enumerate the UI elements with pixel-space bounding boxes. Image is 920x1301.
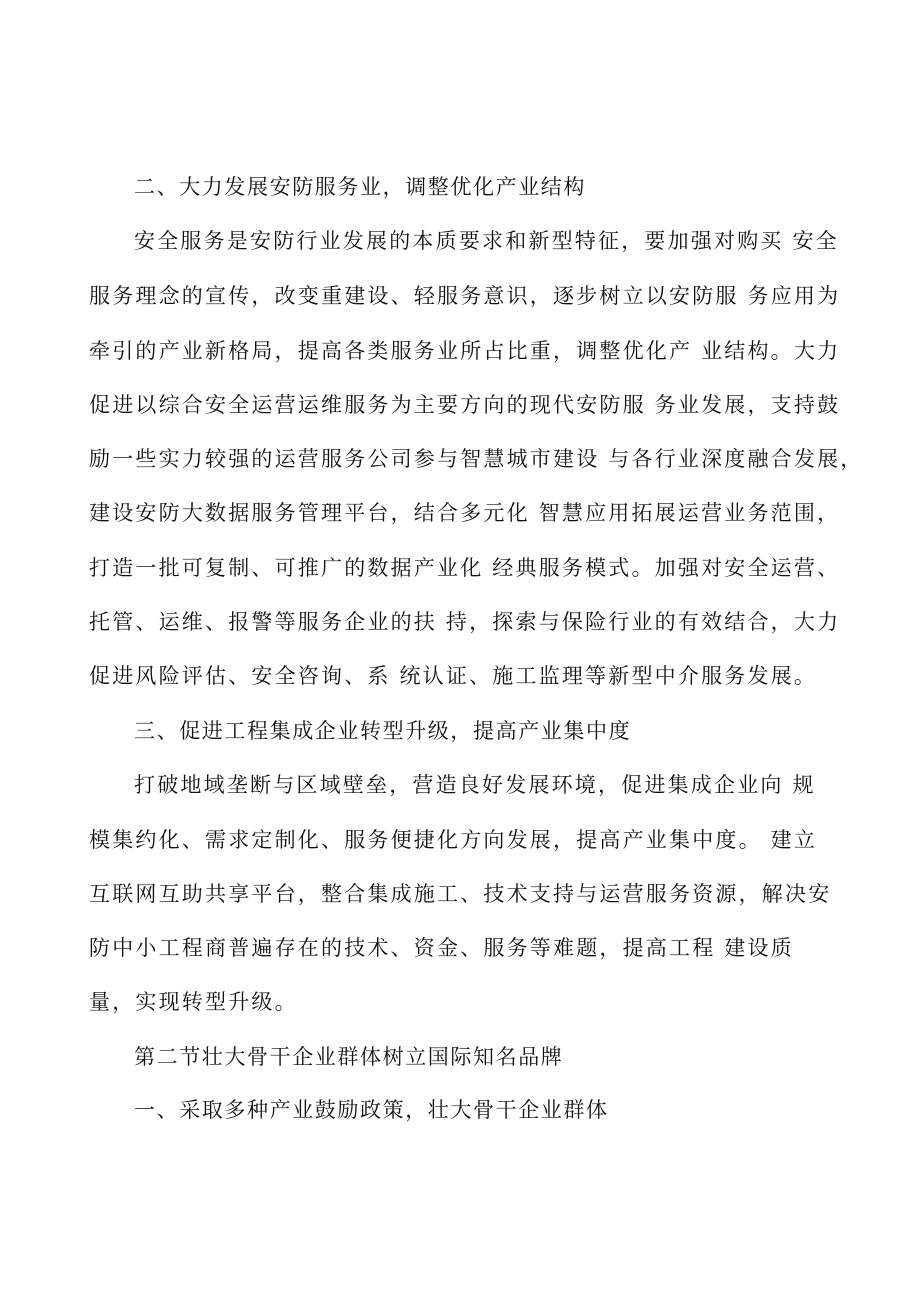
paragraph-line: 促进以综合安全运营运维服务为主要方向的现代安防服 务业发展，支持鼓: [89, 393, 841, 417]
paragraph-line: 安全服务是安防行业发展的本质要求和新型特征，要加强对购买 安全: [134, 229, 839, 253]
paragraph-line: 服务理念的宣传，改变重建设、轻服务意识，逐步树立以安防服 务应用为: [89, 284, 841, 308]
section-two-heading: 二、大力发展安防服务业，调整优化产业结构: [134, 175, 586, 199]
paragraph-line: 牵引的产业新格局，提高各类服务业所占比重，调整优化产 业结构。大力: [89, 339, 841, 363]
paragraph-line: 互联网互助共享平台，整合集成施工、技术支持与运营服务资源，解决安: [89, 882, 832, 906]
paragraph-line: 打造一批可复制、可推广的数据产业化 经典服务模式。加强对安全运营、: [89, 556, 841, 580]
section-three-heading: 三、促进工程集成企业转型升级，提高产业集中度: [134, 719, 632, 743]
paragraph-line: 模集约化、需求定制化、服务便捷化方向发展，提高产业集中度。 建立: [89, 828, 818, 852]
paragraph-line: 量，实现转型升级。: [89, 990, 298, 1014]
paragraph-line: 打破地域垄断与区域壁垒，营造良好发展环境，促进集成企业向 规: [134, 773, 816, 797]
subsection-one-heading: 一、采取多种产业鼓励政策，壮大骨干企业群体: [134, 1098, 609, 1122]
paragraph-line: 防中小工程商普遍存在的技术、资金、服务等难题，提高工程 建设质: [89, 936, 794, 960]
paragraph-line: 促进风险评估、安全咨询、系 统认证、施工监理等新型中介服务发展。: [89, 664, 818, 688]
paragraph-line: 托管、运维、报警等服务企业的扶 持，探索与保险行业的有效结合，大力: [89, 610, 841, 634]
paragraph-line: 建设安防大数据服务管理平台，结合多元化 智慧应用拓展运营业务范围，: [89, 501, 841, 525]
section-heading: 第二节壮大骨干企业群体树立国际知名品牌: [134, 1045, 564, 1069]
paragraph-line: 励一些实力较强的运营服务公司参与智慧城市建设 与各行业深度融合发展，: [89, 447, 864, 471]
